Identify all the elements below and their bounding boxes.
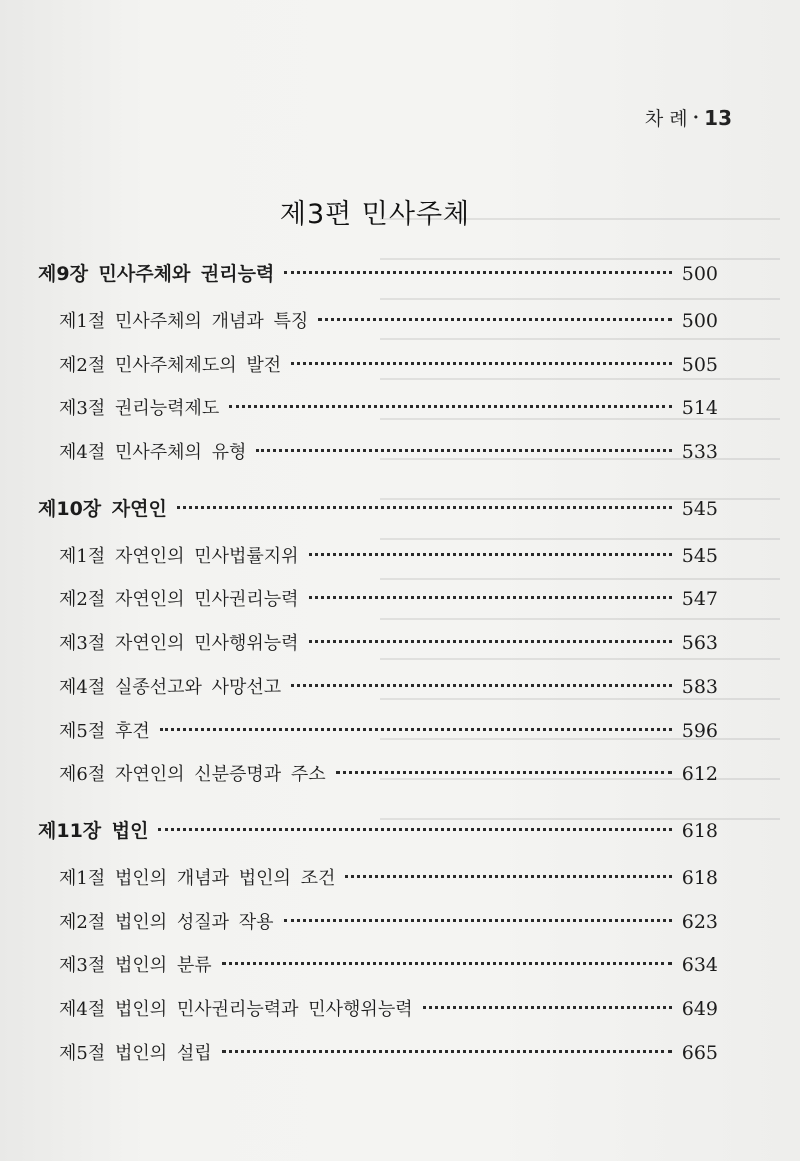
section-title: 제2절 자연인의 민사권리능력 xyxy=(59,589,299,611)
toc-chapter-11[interactable] xyxy=(38,805,718,857)
dot-leader xyxy=(222,1050,672,1053)
dot-leader xyxy=(291,684,672,687)
section-page: 500 xyxy=(681,310,718,332)
toc-chapter-9[interactable] xyxy=(38,248,718,300)
section-title: 제1절 법인의 개념과 법인의 조건 xyxy=(59,867,336,889)
section-title: 제6절 자연인의 신분증명과 주소 xyxy=(59,764,326,786)
chapter-title: 제11장 법인 xyxy=(38,819,149,842)
dot-leader xyxy=(345,875,672,878)
toc-chapter-10[interactable] xyxy=(38,483,718,535)
toc-section[interactable] xyxy=(38,1032,718,1076)
toc-section[interactable] xyxy=(38,753,718,797)
dot-leader xyxy=(423,1006,672,1009)
section-title: 제5절 법인의 설립 xyxy=(59,1042,212,1064)
section-title: 제3절 권리능력제도 xyxy=(59,398,220,420)
toc-section[interactable] xyxy=(38,535,718,579)
section-page: 563 xyxy=(681,632,718,655)
toc-section[interactable] xyxy=(38,666,718,710)
dot-leader xyxy=(309,596,672,599)
dot-leader xyxy=(309,640,672,643)
dot-leader xyxy=(256,449,672,452)
section-page: 545 xyxy=(681,544,718,567)
dot-leader xyxy=(160,728,672,731)
dot-leader xyxy=(229,405,672,408)
running-head-label: 차 례 xyxy=(644,108,688,130)
chapter-page: 618 xyxy=(681,819,718,842)
section-title: 제1절 민사주체의 개념과 특징 xyxy=(59,311,309,332)
chapter-title: 제10장 자연인 xyxy=(38,497,167,520)
toc-section[interactable] xyxy=(38,578,718,622)
section-title: 제4절 실종선고와 사망선고 xyxy=(59,676,282,698)
section-page: 583 xyxy=(681,675,718,698)
section-page: 634 xyxy=(681,954,718,977)
section-title: 제5절 후견 xyxy=(59,720,150,742)
section-page: 623 xyxy=(681,910,718,933)
toc-section[interactable] xyxy=(38,387,718,431)
section-page: 514 xyxy=(681,397,718,420)
chapter-title: 제9장 민사주체와 권리능력 xyxy=(38,263,275,285)
section-title: 제3절 법인의 분류 xyxy=(59,955,212,977)
chapter-page: 500 xyxy=(681,263,718,285)
section-title: 제3절 자연인의 민사행위능력 xyxy=(59,633,299,655)
running-head xyxy=(645,104,732,131)
section-page: 618 xyxy=(681,866,718,889)
section-page: 612 xyxy=(681,763,718,786)
toc-section[interactable] xyxy=(38,901,718,945)
dot-leader xyxy=(284,919,673,922)
section-page: 547 xyxy=(681,588,718,611)
dot-leader xyxy=(158,828,672,831)
toc-section[interactable] xyxy=(38,857,718,901)
dot-leader xyxy=(318,318,672,321)
table-of-contents xyxy=(38,248,718,1075)
section-title: 제2절 민사주체제도의 발전 xyxy=(59,354,282,376)
section-page: 665 xyxy=(681,1041,718,1064)
spacer xyxy=(38,797,718,805)
dot-leader xyxy=(291,362,672,365)
section-page: 649 xyxy=(681,997,718,1020)
page-number: 13 xyxy=(704,105,732,130)
part-title: 제3편 민사주체 xyxy=(279,199,471,230)
section-title: 제1절 자연인의 민사법률지위 xyxy=(59,545,299,567)
toc-section[interactable] xyxy=(38,988,718,1032)
section-title: 제2절 법인의 성질과 작용 xyxy=(59,911,274,933)
toc-section[interactable] xyxy=(38,710,718,754)
dot-leader xyxy=(222,962,672,965)
toc-section[interactable] xyxy=(38,944,718,988)
chapter-page: 545 xyxy=(681,497,718,520)
section-page: 596 xyxy=(681,719,718,742)
dot-leader xyxy=(177,506,672,509)
section-page: 505 xyxy=(681,353,718,376)
spacer xyxy=(38,475,718,483)
section-page: 533 xyxy=(681,441,718,464)
section-title: 제4절 민사주체의 유형 xyxy=(59,442,247,464)
toc-section[interactable] xyxy=(38,344,718,388)
dot-leader xyxy=(336,771,672,774)
section-title: 제4절 법인의 민사권리능력과 민사행위능력 xyxy=(59,998,413,1020)
bullet-icon: • xyxy=(692,111,700,124)
toc-section[interactable] xyxy=(38,622,718,666)
toc-section[interactable] xyxy=(38,431,718,475)
dot-leader xyxy=(309,553,672,556)
toc-section[interactable] xyxy=(38,300,718,344)
dot-leader xyxy=(284,271,672,274)
